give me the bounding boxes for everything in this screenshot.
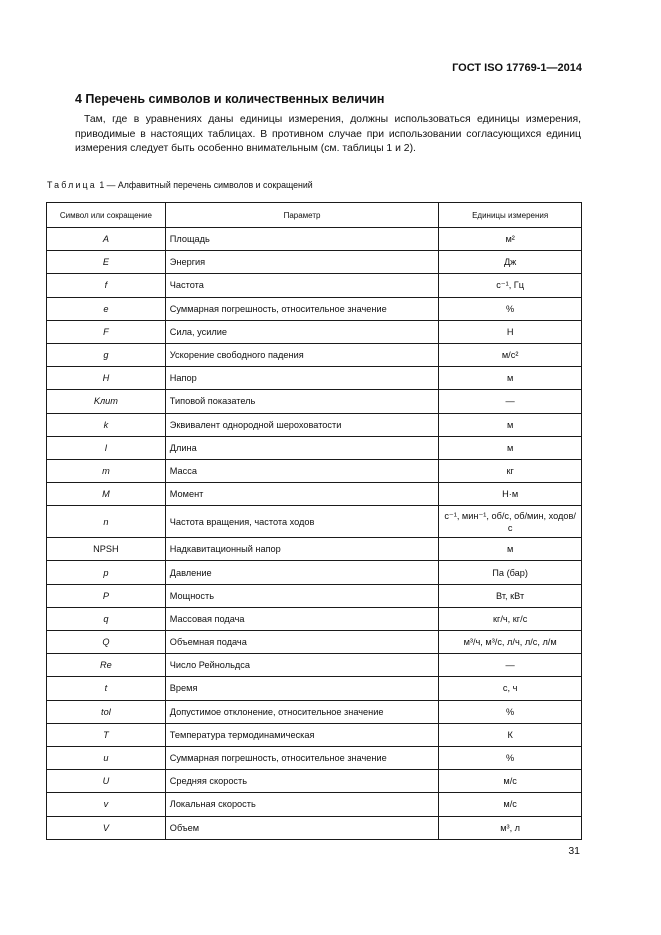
parameter-cell: Суммарная погрешность, относительное значение [165,297,438,320]
unit-cell: с⁻¹, Гц [439,274,582,297]
table-row [47,483,582,506]
symbol-cell: e [47,297,166,320]
symbol-cell: v [47,793,166,816]
table-caption [47,180,313,190]
unit-cell: м [439,367,582,390]
symbol-cell: p [47,561,166,584]
symbol-cell: V [47,816,166,839]
table-row [47,274,582,297]
parameter-cell: Массовая подача [165,607,438,630]
parameter-cell: Частота [165,274,438,297]
table-row [47,770,582,793]
table-row [47,390,582,413]
table-caption-text: 1 — Алфавитный перечень символов и сокращений [96,180,313,190]
table-header-row [47,203,582,228]
parameter-cell: Объемная подача [165,631,438,654]
symbol-cell: U [47,770,166,793]
symbol-cell: g [47,343,166,366]
table-row [47,343,582,366]
symbol-cell: F [47,320,166,343]
unit-cell: м² [439,228,582,251]
intro-paragraph: Там, где в уравнениях даны единицы измерения, должны использоваться единицы измерения, приводимые в настоящих таблицах. В противном случае при использовании согласующихся единиц измерения следует быть особенно внимательным (см. таблицы 1 и 2). [75,114,581,155]
table-row [47,561,582,584]
table-row [47,413,582,436]
table-caption-label: Таблица [47,180,97,190]
parameter-cell: Момент [165,483,438,506]
unit-cell: м³, л [439,816,582,839]
symbol-cell: k [47,413,166,436]
unit-cell: кг/ч, кг/с [439,607,582,630]
symbols-table [46,202,582,840]
symbol-cell: NPSH [47,538,166,561]
symbol-cell: A [47,228,166,251]
unit-cell: Вт, кВт [439,584,582,607]
unit-cell: м³/ч, м³/с, л/ч, л/с, л/м [439,631,582,654]
unit-cell: м/с [439,770,582,793]
unit-cell: м [439,413,582,436]
symbol-cell: E [47,251,166,274]
table-row [47,367,582,390]
table-row [47,607,582,630]
unit-cell: кг [439,459,582,482]
table-row [47,654,582,677]
table-row [47,746,582,769]
unit-cell: Па (бар) [439,561,582,584]
parameter-cell: Локальная скорость [165,793,438,816]
parameter-cell: Частота вращения, частота ходов [165,506,438,538]
unit-cell: % [439,297,582,320]
unit-cell: Дж [439,251,582,274]
parameter-cell: Надкавитационный напор [165,538,438,561]
table-row [47,584,582,607]
unit-cell: % [439,746,582,769]
header-unit: Единицы измерения [439,203,582,228]
symbol-cell: n [47,506,166,538]
symbol-cell: H [47,367,166,390]
symbol-cell: tol [47,700,166,723]
table-row [47,506,582,538]
parameter-cell: Длина [165,436,438,459]
table-row [47,677,582,700]
parameter-cell: Число Рейнольдса [165,654,438,677]
document-code: ГОСТ ISO 17769-1—2014 [452,62,582,74]
symbol-cell: t [47,677,166,700]
unit-cell: с⁻¹, мин⁻¹, об/с, об/мин, ходов/с [439,506,582,538]
unit-cell: — [439,654,582,677]
symbol-cell: l [47,436,166,459]
parameter-cell: Мощность [165,584,438,607]
unit-cell: с, ч [439,677,582,700]
table-row [47,297,582,320]
page-number: 31 [568,845,580,857]
table-row [47,723,582,746]
section-title: 4 Перечень символов и количественных величин [75,92,385,106]
symbol-cell: Re [47,654,166,677]
symbol-cell: M [47,483,166,506]
parameter-cell: Суммарная погрешность, относительное значение [165,746,438,769]
table-row [47,816,582,839]
symbol-cell: f [47,274,166,297]
table-row [47,459,582,482]
parameter-cell: Ускорение свободного падения [165,343,438,366]
table-row [47,631,582,654]
parameter-cell: Энергия [165,251,438,274]
symbol-cell: q [47,607,166,630]
table-row [47,228,582,251]
header-parameter: Параметр [165,203,438,228]
symbol-cell: Kлит [47,390,166,413]
parameter-cell: Сила, усилие [165,320,438,343]
symbol-cell: m [47,459,166,482]
parameter-cell: Температура термодинамическая [165,723,438,746]
parameter-cell: Напор [165,367,438,390]
symbol-cell: P [47,584,166,607]
parameter-cell: Допустимое отклонение, относительное значение [165,700,438,723]
parameter-cell: Площадь [165,228,438,251]
table-row [47,436,582,459]
unit-cell: К [439,723,582,746]
unit-cell: — [439,390,582,413]
unit-cell: м/с [439,793,582,816]
parameter-cell: Время [165,677,438,700]
symbol-cell: T [47,723,166,746]
table-row [47,320,582,343]
parameter-cell: Типовой показатель [165,390,438,413]
parameter-cell: Объем [165,816,438,839]
parameter-cell: Масса [165,459,438,482]
table-body [47,228,582,840]
unit-cell: м [439,436,582,459]
unit-cell: Н·м [439,483,582,506]
table-row [47,700,582,723]
table-row [47,251,582,274]
symbol-cell: u [47,746,166,769]
table-row [47,793,582,816]
unit-cell: м/с² [439,343,582,366]
unit-cell: % [439,700,582,723]
symbol-cell: Q [47,631,166,654]
parameter-cell: Эквивалент однородной шероховатости [165,413,438,436]
table-row [47,538,582,561]
unit-cell: м [439,538,582,561]
parameter-cell: Давление [165,561,438,584]
unit-cell: Н [439,320,582,343]
header-symbol: Символ или сокращение [47,203,166,228]
parameter-cell: Средняя скорость [165,770,438,793]
